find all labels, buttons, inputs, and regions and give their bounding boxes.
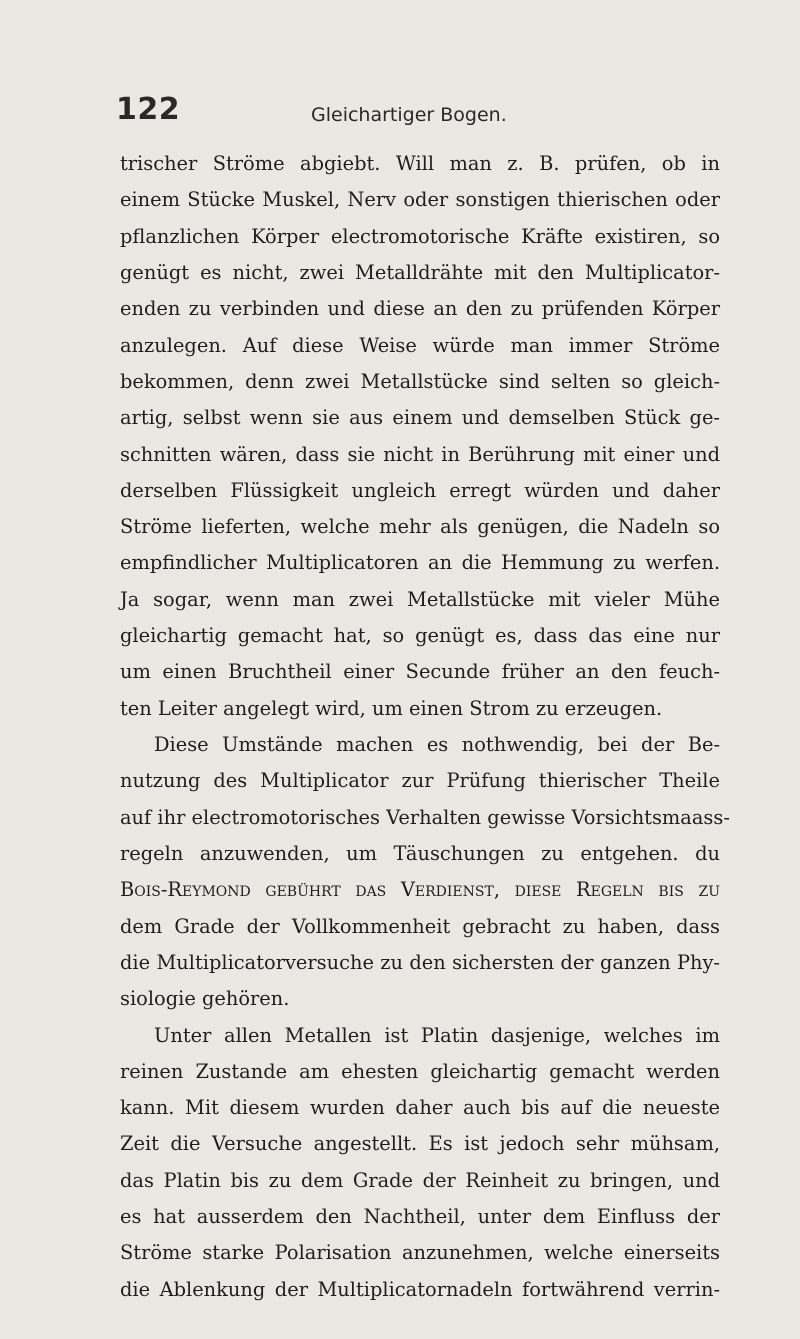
text-line: bekommen, denn zwei Metallstücke sind selten so gleich-: [120, 369, 720, 393]
text-line: die Multiplicatorversuche zu den sichersten der ganzen Phy-: [120, 950, 720, 974]
text-line: genügt es nicht, zwei Metalldrähte mit den Multiplicator-: [120, 260, 720, 284]
text-line: Ströme starke Polarisation anzunehmen, welche einerseits: [120, 1241, 720, 1265]
text-line: ten Leiter angelegt wird, um einen Strom zu erzeugen.: [120, 696, 663, 720]
text-line: Unter allen Metallen ist Platin dasjenige, welches im: [154, 1023, 720, 1047]
text-line: empfindlicher Multiplicatoren an die Hemmung zu werfen.: [120, 551, 720, 575]
text-line: einem Stücke Muskel, Nerv oder sonstigen thierischen oder: [120, 188, 720, 212]
text-line: anzulegen. Auf diese Weise würde man immer Ströme: [120, 333, 720, 357]
text-line: das Platin bis zu dem Grade der Reinheit zu bringen, und: [120, 1168, 720, 1192]
text-line: nutzung des Multiplicator zur Prüfung thierischer Theile: [120, 769, 720, 793]
body-text: [120, 146, 730, 1308]
text-line: gleichartig gemacht hat, so genügt es, dass das eine nur: [120, 624, 720, 648]
text-line: Diese Umstände machen es nothwendig, bei der Be-: [154, 733, 720, 756]
text-line: regeln anzuwenden, um Täuschungen zu entgehen. du: [120, 841, 720, 865]
text-line: dem Grade der Vollkommenheit gebracht zu haben, dass: [120, 914, 720, 938]
text-line: Zeit die Versuche angestellt. Es ist jedoch sehr mühsam,: [120, 1132, 720, 1156]
text-line: derselben Flüssigkeit ungleich erregt würden und daher: [120, 478, 720, 502]
text-line: um einen Bruchtheil einer Secunde früher an den feuch-: [120, 660, 720, 684]
text-line: artig, selbst wenn sie aus einem und demselben Stück ge-: [120, 406, 720, 430]
page-number: 122: [116, 92, 181, 127]
text-line: enden zu verbinden und diese an den zu prüfenden Körper: [120, 297, 720, 321]
running-title: Gleichartiger Bogen.: [311, 104, 507, 126]
text-line: kann. Mit diesem wurden daher auch bis auf die neueste: [120, 1096, 720, 1120]
text-line: es hat ausserdem den Nachtheil, unter dem Einfluss der: [120, 1205, 720, 1229]
text-line: trischer Ströme abgiebt. Will man z. B. prüfen, ob in: [120, 152, 720, 175]
text-line: die Ablenkung der Multiplicatornadeln fortwährend verrin-: [120, 1277, 720, 1301]
text-line: Ströme lieferten, welche mehr als genügen, die Nadeln so: [120, 515, 720, 539]
text-line: reinen Zustande am ehesten gleichartig gemacht werden: [120, 1059, 720, 1083]
text-line: auf ihr electromotorisches Verhalten gewisse Vorsichtsmaass-: [120, 805, 730, 829]
text-line: Ja sogar, wenn man zwei Metallstücke mit vieler Mühe: [120, 587, 720, 611]
text-line: Bois-Reymond gebührt das Verdienst, diese Regeln bis zu: [120, 878, 720, 902]
text-line: siologie gehören.: [120, 987, 290, 1011]
text-line: schnitten wären, dass sie nicht in Berührung mit einer und: [120, 442, 720, 466]
text-line: pflanzlichen Körper electromotorische Kräfte existiren, so: [120, 224, 720, 248]
